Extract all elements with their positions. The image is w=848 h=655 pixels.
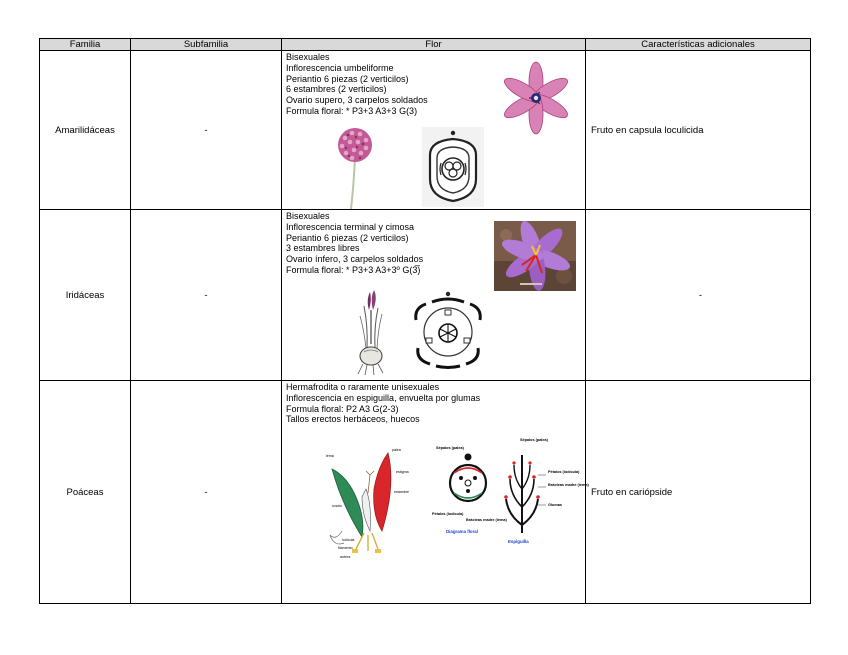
flor-cell [282,210,586,381]
diagram-label: Pétalos (lodícula) [548,470,580,474]
poaceae-spikelet-diagram [496,435,589,545]
flor-description [286,211,423,276]
table-row-iridaceas [40,210,811,381]
caracteristicas-cell: Fruto en capsula loculicida [586,51,811,210]
flor-line: 6 estambres (2 verticilos) [286,84,387,95]
subfamilia-cell: - [131,381,282,604]
flor-description [286,382,480,425]
floret-label: filamento [338,546,353,550]
diagram-label: Sépalos (palea) [520,438,548,442]
flor-line: Bisexuales [286,211,330,221]
familia-cell: Poáceas [40,381,131,604]
table-row-poaceas [40,381,811,604]
flor-line: Hermafrodita o raramente unisexuales [286,382,440,392]
floret-label: estigma [396,470,409,474]
diagram-label: Sépalos (palea) [436,446,464,450]
flor-line: Inflorescencia umbeliforme [286,62,394,73]
flor-line: Formula floral: P2 A3 G(2-3) [286,403,399,414]
flor-cell [282,51,586,210]
classification-table [39,38,811,604]
flor-line: Ovario ínfero, 3 carpelos soldados [286,254,424,265]
header-flor: Flor [282,39,586,51]
flor-line: Bisexuales [286,52,330,62]
flor-line: Periantio 6 piezas (2 verticilos) [286,73,409,84]
flor-cell [282,381,589,604]
flor-line: Inflorescencia en espiguilla, envuelta por glumas [286,392,481,403]
crocus-photo [494,221,576,291]
diagram-label: Diagrama floral [446,529,478,534]
header-subfamilia: Subfamilia [131,39,282,51]
flor-line: Formula floral: * P3+3 A3+3 G(3) [286,105,418,116]
flor-line: 3 estambres libres [286,243,360,254]
caracteristicas-cell: - [586,210,811,381]
poaceae-floret-drawing [322,445,412,565]
floret-label: lema [326,454,334,458]
flor-line: Inflorescencia terminal y cimosa [286,221,415,232]
flor-line: Ovario supero, 3 carpelos soldados [286,95,428,106]
diagram-label: Espiguilla [508,539,529,544]
flor-line: Tallos erectos herbáceos, huecos [286,414,420,425]
header-familia: Familia [40,39,131,51]
floret-label: lodícula [342,538,355,542]
diagram-label: Glumas [548,503,562,507]
floret-label: pálea [392,448,401,452]
diagram-label: Brácteas madre (lema) [466,518,507,522]
floret-label: antera [340,555,351,559]
allium-umbel-image [330,127,380,209]
subfamilia-cell: - [131,210,282,381]
header-caracteristicas: Características adicionales [586,39,811,51]
diagram-label: Pétalos (lodícula) [432,512,464,516]
caracteristicas-cell: Fruto en cariópside [586,381,811,604]
poaceae-floral-diagram [432,441,507,541]
familia-cell: Amarilidáceas [40,51,131,210]
crocus-plant-drawing [352,286,392,376]
floret-label: ovario [332,504,342,508]
allium-flower-image [504,65,568,133]
diagram-label: Brácteas madre (lema) [548,483,589,487]
familia-cell: Iridáceas [40,210,131,381]
subfamilia-cell: - [131,51,282,210]
flor-line: Periantio 6 piezas (2 verticilos) [286,232,409,243]
flor-description [286,52,428,117]
iris-floral-diagram [412,290,484,370]
flor-line: Formula floral: * P3+3 A3+3º G(3̅) [286,264,421,275]
header-row [40,39,811,51]
table-row-amarilidaceas [40,51,811,210]
amaryllid-floral-diagram [422,127,484,207]
floret-label: estambre [394,490,409,494]
